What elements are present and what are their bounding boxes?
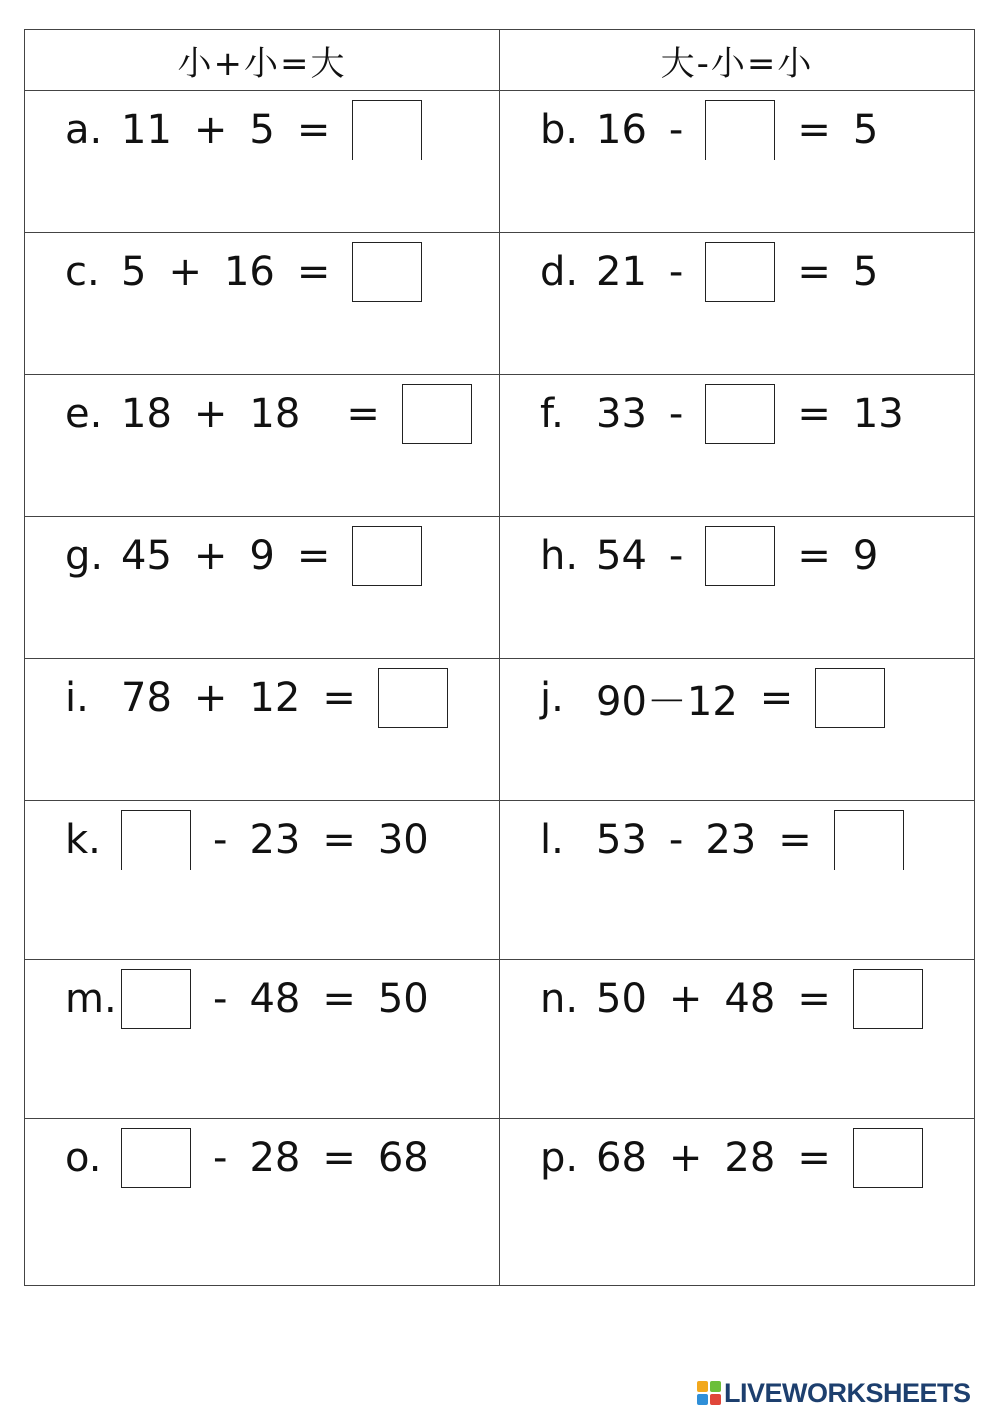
problem-f: f. 33 - = 13 xyxy=(500,375,974,517)
problem-k: k. - 23 = 30 xyxy=(25,801,500,960)
problem-l: l. 53 - 23 = xyxy=(500,801,974,960)
problem-c: c. 5 + 16 = xyxy=(25,233,500,375)
answer-box-f[interactable] xyxy=(705,384,775,444)
problem-p: p. 68 + 28 = xyxy=(500,1119,974,1285)
answer-box-l[interactable] xyxy=(834,810,904,870)
problem-i: i. 78 + 12 = xyxy=(25,659,500,801)
answer-box-e[interactable] xyxy=(402,384,472,444)
answer-box-g[interactable] xyxy=(352,526,422,586)
liveworksheets-logo-icon xyxy=(697,1381,721,1405)
answer-box-d[interactable] xyxy=(705,242,775,302)
liveworksheets-logo xyxy=(697,1375,971,1411)
problem-b: b. 16 - = 5 xyxy=(500,91,974,233)
worksheet-table xyxy=(24,29,975,1286)
answer-box-h[interactable] xyxy=(705,526,775,586)
answer-box-o[interactable] xyxy=(121,1128,191,1188)
problem-d: d. 21 - = 5 xyxy=(500,233,974,375)
problem-e: e. 18 + 18 = xyxy=(25,375,500,517)
answer-box-m[interactable] xyxy=(121,969,191,1029)
answer-box-n[interactable] xyxy=(853,969,923,1029)
header-subtraction: 大-小=小 xyxy=(500,30,974,91)
liveworksheets-brand-text: LIVEWORKSHEETS xyxy=(724,1377,971,1408)
answer-box-i[interactable] xyxy=(378,668,448,728)
problem-m: m. - 48 = 50 xyxy=(25,960,500,1119)
answer-box-b[interactable] xyxy=(705,100,775,160)
answer-box-k[interactable] xyxy=(121,810,191,870)
problem-a: a. 11 + 5 = xyxy=(25,91,500,233)
header-addition: 小+小=大 xyxy=(25,30,500,91)
problem-n: n. 50 + 48 = xyxy=(500,960,974,1119)
problem-j: j. 90－12 = xyxy=(500,659,974,801)
answer-box-c[interactable] xyxy=(352,242,422,302)
problem-g: g. 45 + 9 = xyxy=(25,517,500,659)
answer-box-j[interactable] xyxy=(815,668,885,728)
problem-o: o. - 28 = 68 xyxy=(25,1119,500,1285)
problem-h: h. 54 - = 9 xyxy=(500,517,974,659)
answer-box-p[interactable] xyxy=(853,1128,923,1188)
answer-box-a[interactable] xyxy=(352,100,422,160)
